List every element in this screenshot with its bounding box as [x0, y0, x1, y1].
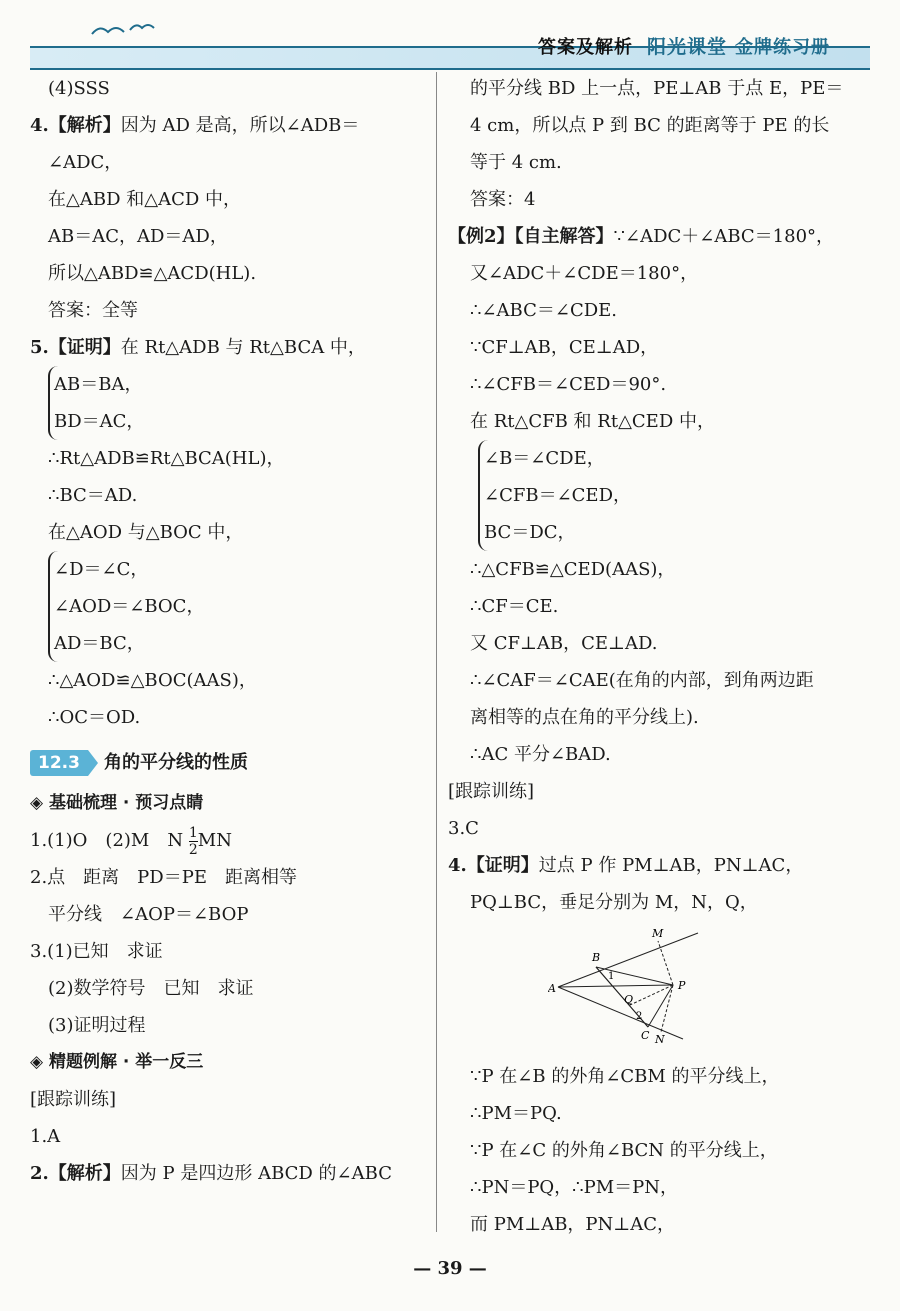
subheading-examples-text: 精题例解 · 举一反三: [49, 1052, 204, 1072]
track-4-text: 过点 P 作 PM⊥AB，PN⊥AC，: [538, 855, 804, 876]
q5-line3: ∴Rt△ADB≌Rt△BCA(HL)，: [48, 448, 285, 469]
example2-brace-line2: ∠CFB＝∠CED，: [484, 485, 631, 506]
header-brand: 阳光课堂: [646, 36, 727, 58]
track-4-label: 4.【证明】: [448, 855, 539, 876]
column-divider: [436, 72, 437, 1232]
track-4-line3: ∵P 在∠B 的外角∠CBM 的平分线上，: [470, 1066, 780, 1087]
q4-label: 4.【解析】: [30, 115, 121, 136]
subheading-basics-text: 基础梳理 · 预习点睛: [49, 793, 204, 813]
q4-text: 因为 AD 是高，所以∠ADB＝: [120, 115, 360, 136]
q5-line4: ∴BC＝AD.: [48, 485, 138, 506]
q5-brace-line1: AB＝BA，: [54, 374, 143, 395]
q5-label: 5.【证明】: [30, 337, 121, 358]
example2-text: ∵∠ADC＋∠ABC＝180°，: [613, 226, 835, 247]
left-column: [30, 70, 425, 1192]
page-number: — 39 —: [413, 1258, 487, 1279]
track-3: 3.C: [448, 818, 479, 839]
track-4-line2: PQ⊥BC，垂足分别为 M，N，Q，: [470, 892, 758, 913]
fraction: [189, 825, 198, 858]
basic-2: 2.点 距离 PD＝PE 距离相等: [30, 867, 297, 888]
fig-label-2: 2: [636, 1011, 643, 1022]
q5-brace-line2: BD＝AC，: [54, 411, 145, 432]
q5-text: 在 Rt△ADB 与 Rt△BCA 中，: [120, 337, 366, 358]
example2-line5: ∴∠CFB＝∠CED＝90°.: [470, 374, 667, 395]
basic-3-line2: (2)数学符号 已知 求证: [48, 978, 254, 999]
geometry-figure: [548, 927, 873, 1058]
example2-label: 【例2】【自主解答】: [448, 226, 614, 247]
header-answer-title: 答案及解析: [537, 37, 633, 58]
page-header: [30, 8, 870, 68]
basic-3: 3.(1)已知 求证: [30, 941, 163, 962]
right-line3: 等于 4 cm.: [470, 152, 562, 173]
fig-label-c: C: [641, 1029, 650, 1042]
track-2-label: 2.【解析】: [30, 1163, 121, 1184]
birds-icon: [90, 20, 160, 49]
example2-brace-line3: BC＝DC，: [484, 522, 576, 543]
track-4-line6: ∴PN＝PQ，∴PM＝PN，: [470, 1177, 679, 1198]
right-column: [448, 70, 873, 1243]
q5-brace-2: [48, 551, 425, 662]
q5-brace-line4: ∠AOD＝∠BOC，: [54, 596, 205, 617]
q4-line3: 在△ABD 和△ACD 中，: [48, 189, 241, 210]
q5-brace-line5: AD＝BC，: [54, 633, 145, 654]
q5-line6: ∴△AOD≌△BOC(AAS)，: [48, 670, 257, 691]
example2-line2: 又∠ADC＋∠CDE＝180°，: [470, 263, 699, 284]
track-1: 1.A: [30, 1126, 61, 1147]
answer-line: (4)SSS: [48, 78, 110, 99]
example2-line8: ∴CF＝CE.: [470, 596, 559, 617]
fraction-numerator: 1: [188, 824, 198, 841]
right-line1: 的平分线 BD 上一点，PE⊥AB 于点 E，PE＝: [470, 78, 844, 99]
basic-1-post: MN: [197, 830, 232, 851]
q5-brace-line3: ∠D＝∠C，: [54, 559, 149, 580]
q4-answer: 答案：全等: [48, 300, 138, 321]
example2-line4: ∵CF⊥AB，CE⊥AD，: [470, 337, 659, 358]
section-heading: [30, 744, 425, 781]
example2-line11: 离相等的点在角的平分线上).: [470, 707, 699, 728]
example2-line6: 在 Rt△CFB 和 Rt△CED 中，: [470, 411, 715, 432]
track-4-line7: 而 PM⊥AB，PN⊥AC，: [470, 1214, 675, 1235]
example2-line3: ∴∠ABC＝∠CDE.: [470, 300, 618, 321]
track-training-left: [跟踪训练]: [30, 1089, 117, 1110]
subheading-basics: ◈ 基础梳理 · 预习点睛: [30, 793, 204, 813]
q5-line7: ∴OC＝OD.: [48, 707, 141, 728]
basic-1: [30, 822, 425, 859]
section-number: 12.3: [30, 750, 88, 776]
fig-label-1: 1: [608, 971, 615, 982]
header-title: [538, 32, 830, 59]
fraction-denominator: 2: [188, 841, 198, 858]
example2-brace-line1: ∠B＝∠CDE，: [484, 448, 605, 469]
q4-line4: AB＝AC，AD＝AD，: [48, 226, 228, 247]
fig-label-p: P: [678, 979, 686, 992]
basic-1-pre: 1.(1)O (2)M N: [30, 830, 184, 851]
track-4-line5: ∵P 在∠C 的外角∠BCN 的平分线上，: [470, 1140, 778, 1161]
subheading-examples: ◈ 精题例解 · 举一反三: [30, 1052, 204, 1072]
header-sub: 金牌练习册: [735, 37, 830, 58]
fig-label-n: N: [655, 1033, 665, 1045]
example2-line12: ∴AC 平分∠BAD.: [470, 744, 611, 765]
track-4-line4: ∴PM＝PQ.: [470, 1103, 562, 1124]
right-answer: 答案：4: [470, 189, 536, 210]
basic-2-line2: 平分线 ∠AOP＝∠BOP: [48, 904, 249, 925]
section-arrow-icon: [88, 750, 98, 776]
example2-line7: ∴△CFB≌△CED(AAS)，: [470, 559, 676, 580]
section-title: 角的平分线的性质: [103, 752, 248, 773]
q5-line5: 在△AOD 与△BOC 中，: [48, 522, 244, 543]
example2-line9: 又 CF⊥AB，CE⊥AD.: [470, 633, 658, 654]
fig-label-q: Q: [624, 993, 634, 1006]
fig-label-m: M: [652, 927, 664, 940]
track-2-text: 因为 P 是四边形 ABCD 的∠ABC: [120, 1163, 392, 1184]
fig-label-a: A: [548, 982, 556, 995]
example2-brace: [478, 440, 873, 551]
right-line2: 4 cm，所以点 P 到 BC 的距离等于 PE 的长: [470, 115, 830, 136]
fig-label-b: B: [592, 951, 601, 964]
q4-line5: 所以△ABD≌△ACD(HL).: [48, 263, 257, 284]
example2-line10: ∴∠CAF＝∠CAE(在角的内部，到角两边距: [470, 670, 814, 691]
basic-3-line3: (3)证明过程: [48, 1015, 146, 1036]
track-training-right: [跟踪训练]: [448, 781, 535, 802]
q5-brace-1: [48, 366, 425, 440]
q4-line2: ∠ADC，: [48, 152, 123, 173]
